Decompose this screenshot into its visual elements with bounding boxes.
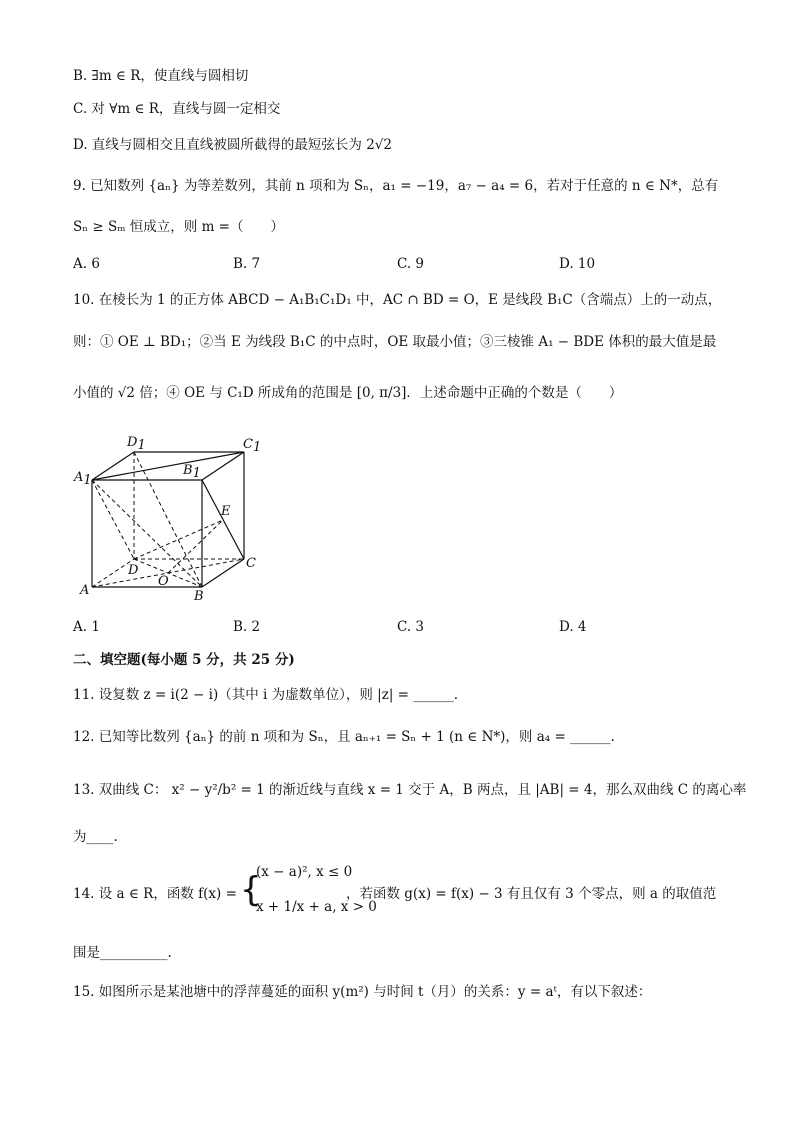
q9-option-a: A. 6	[73, 256, 100, 272]
q14-brace: {	[240, 870, 262, 910]
label-a: A	[80, 583, 90, 598]
hidden-segment-a1b	[92, 480, 202, 587]
cube-figure	[70, 432, 270, 604]
q8-option-c: C. 对 ∀m ∈ R，直线与圆一定相交	[73, 101, 281, 117]
q9-stem-line1: 9. 已知数列 {aₙ} 为等差数列，其前 n 项和为 Sₙ，a₁ = −19，a₇ − a₄ = 6，若对于任意的 n ∈ N*，总有	[73, 178, 719, 194]
q14-prefix: 14. 设 a ∈ R，函数 f(x) =	[73, 886, 237, 902]
q13-stem-line1: 13. 双曲线 C： x² − y²/b² = 1 的渐近线与直线 x = 1 交于 A，B 两点，且 |AB| = 4，那么双曲线 C 的离心率	[73, 782, 747, 798]
q14-case2: x + 1/x + a, x > 0	[256, 899, 377, 915]
q9-option-d: D. 10	[559, 256, 596, 272]
label-c: C	[246, 556, 256, 571]
label-b: B	[194, 589, 204, 604]
q14-suffix: ，若函数 g(x) = f(x) − 3 有且仅有 3 个零点，则 a 的取值范	[346, 886, 717, 902]
q10-option-a: A. 1	[73, 619, 100, 635]
section-title-fill-in: 二、填空题(每小题 5 分，共 25 分)	[73, 652, 295, 668]
q14-case1: (x − a)², x ≤ 0	[256, 864, 353, 880]
q9-option-c: C. 9	[397, 256, 425, 272]
q13-stem-line2: 为____.	[73, 829, 118, 845]
q12-text: 12. 已知等比数列 {aₙ} 的前 n 项和为 Sₙ，且 aₙ₊₁ = Sₙ + 1 (n ∈ N*)，则 a₄ = ______.	[73, 729, 615, 745]
hidden-segment-oe	[168, 520, 223, 573]
q8-option-b: B. ∃m ∈ R，使直线与圆相切	[73, 68, 249, 84]
q10-option-d: D. 4	[559, 619, 587, 635]
q15-stem: 15. 如图所示是某池塘中的浮萍蔓延的面积 y(m²) 与时间 t（月）的关系：y = aᵗ，有以下叙述：	[73, 984, 652, 1000]
q14-stem-line2: 围是__________.	[73, 945, 172, 961]
label-e: E	[221, 504, 231, 519]
q9-stem-line2: Sₙ ≥ Sₘ 恒成立，则 m =（ ）	[73, 219, 284, 235]
label-d: D	[128, 563, 139, 578]
q10-option-b: B. 2	[233, 619, 261, 635]
q11-text: 11. 设复数 z = i(2 − i)（其中 i 为虚数单位），则 |z| = ______.	[73, 687, 459, 703]
diagonal-a1c1	[92, 452, 244, 480]
hidden-segment-a1d	[92, 480, 134, 559]
q10-stem-line1: 10. 在棱长为 1 的正方体 ABCD − A₁B₁C₁D₁ 中，AC ∩ BD = O，E 是线段 B₁C（含端点）上的一动点，	[73, 292, 722, 308]
label-a1: A1	[74, 470, 92, 488]
q9-option-b: B. 7	[233, 256, 261, 272]
label-o: O	[158, 574, 169, 589]
label-d1: D1	[127, 435, 146, 453]
q10-stem-line3: 小值的 √2 倍；④ OE 与 C₁D 所成角的范围是 [0, π/3]．上述命题中正确的个数是（ ）	[73, 385, 623, 401]
q10-stem-line2: 则：① OE ⊥ BD₁；②当 E 为线段 B₁C 的中点时，OE 取最小值；③三棱锥 A₁ − BDE 体积的最大值是最	[73, 334, 717, 350]
label-b1: B1	[183, 463, 201, 481]
label-c1: C1	[243, 437, 262, 455]
q8-option-d: D. 直线与圆相交且直线被圆所截得的最短弦长为 2√2	[73, 137, 392, 153]
q10-option-c: C. 3	[397, 619, 425, 635]
segment-b1c	[202, 480, 244, 559]
